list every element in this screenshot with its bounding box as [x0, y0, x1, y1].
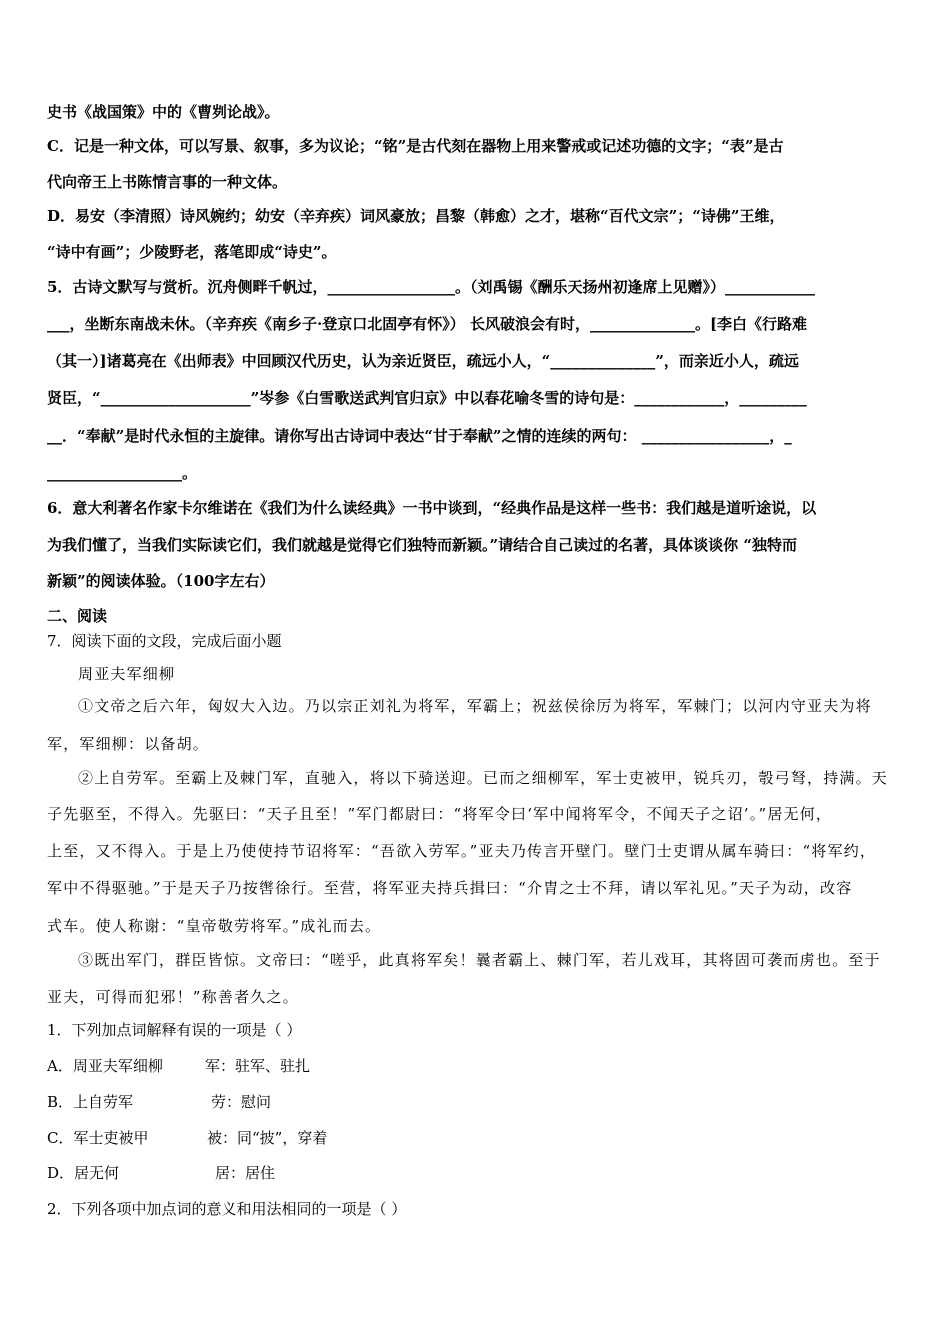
question4-option-c-line2: 代向帝王上书陈情言事的一种文体。	[47, 173, 288, 191]
passage-para2-line1: ②上自劳军。至霸上及棘门军，直驰入，将以下骑送迎。已而之细柳军，军士吏被甲，锐兵刃，彀弓弩，持满。天	[78, 769, 889, 787]
passage-para3-line1: ③既出军门，群臣皆惊。文帝曰：“嗟乎，此真将军矣！曩者霸上、棘门军，若儿戏耳，其将固可袭而虏也。至于	[78, 951, 881, 969]
question4-option-d-line2: “诗中有画”；少陵野老，落笔即成“诗史”。	[47, 243, 337, 261]
passage-para1-line1: ①文帝之后六年，匈奴大入边。乃以宗正刘礼为将军，军霸上；祝兹侯徐厉为将军，军棘门；以河内守亚夫为将	[78, 697, 872, 715]
question6-line3: 新颖”的阅读体验。（100字左右）	[47, 572, 275, 590]
subquestion1-option-a	[47, 1055, 905, 1077]
question4-option-b-tail: 史书《战国策》中的《曹刿论战》。	[47, 103, 280, 121]
question7-intro: 7．阅读下面的文段，完成后面小题	[47, 632, 282, 650]
option-d-definition: 居：居住	[215, 1164, 276, 1182]
subquestion2-stem: 2．下列各项中加点词的意义和用法相同的一项是（ ）	[47, 1200, 407, 1218]
question5-line3: （其一）]诸葛亮在《出师表》中回顾汉代历史，认为亲近贤臣，疏远小人，“______________”，而亲近小人，疏远	[47, 352, 799, 370]
passage-para3-line2: 亚夫，可得而犯邪！”称善者久之。	[47, 988, 299, 1006]
subquestion1-stem: 1．下列加点词解释有误的一项是（ ）	[47, 1021, 302, 1039]
question5-line2: ___，坐断东南战未休。（辛弃疾《南乡子·登京口北固亭有怀》） 长风破浪会有时，______________。[李白《行路难	[47, 315, 808, 333]
subquestion1-option-b	[47, 1091, 905, 1113]
question6-line1: 6．意大利著名作家卡尔维诺在《我们为什么读经典》一书中谈到，“经典作品是这样一些书：我们越是道听途说，以	[47, 499, 817, 517]
question4-option-d-line1: D．易安（李清照）诗风婉约；幼安（辛弃疾）词风豪放；昌黎（韩愈）之才，堪称“百代文宗”；“诗佛”王维，	[47, 207, 785, 225]
option-c-definition: 被：同“披”，穿着	[207, 1129, 328, 1147]
passage-title: 周亚夫军细柳	[78, 665, 176, 683]
section-heading-reading: 二、阅读	[47, 607, 108, 625]
option-a-label: A．周亚夫军细柳	[47, 1057, 163, 1075]
subquestion1-option-c	[47, 1127, 905, 1149]
passage-para2-line2: 子先驱至，不得入。先驱曰：“天子且至！”军门都尉曰：“将军令曰‘军中闻将军令，不闻天子之诏’。”居无何，	[47, 805, 833, 823]
question5-line4: 贤臣，“____________________”岑参《白雪歌送武判官归京》中以春花喻冬雪的诗句是：____________，_________	[47, 389, 807, 407]
option-b-label: B．上自劳军	[47, 1093, 134, 1111]
passage-para2-line5: 式车。使人称谢：“皇帝敬劳将军。”成礼而去。	[47, 917, 382, 935]
subquestion1-option-d	[47, 1162, 905, 1184]
question4-option-c-line1: C．记是一种文体，可以写景、叙事，多为议论；“铭”是古代刻在器物上用来警戒或记述功德的文字；“表”是古	[47, 137, 784, 155]
option-a-definition: 军：驻军、驻扎	[205, 1057, 311, 1075]
passage-para2-line3: 上至，又不得入。于是上乃使使持节诏将军：“吾欲入劳军。”亚夫乃传言开壁门。壁门士吏谓从属车骑曰：“将军约，	[47, 842, 877, 860]
question6-line2: 为我们懂了，当我们实际读它们，我们就越是觉得它们独特而新颖。”请结合自己读过的名著，具体谈谈你 “独特而	[47, 536, 797, 554]
passage-para2-line4: 军中不得驱驰。”于是天子乃按辔徐行。至营，将军亚夫持兵揖曰：“介胄之士不拜，请以军礼见。”天子为动，改容	[47, 879, 853, 897]
option-c-label: C．军士吏被甲	[47, 1129, 149, 1147]
question5-line1: 5．古诗文默写与赏析。沉舟侧畔千帆过，_________________。（刘禹锡《酬乐天扬州初逢席上见赠》）____________	[47, 278, 815, 296]
option-d-label: D．居无何	[47, 1164, 120, 1182]
question5-line6: __________________。	[47, 464, 198, 482]
passage-para1-line2: 军，军细柳：以备胡。	[47, 735, 210, 753]
option-b-definition: 劳：慰问	[211, 1093, 272, 1111]
question5-line5: __．“奉献”是时代永恒的主旋律。请你写出古诗词中表达“甘于奉献”之情的连续的两句： _________________，_	[47, 427, 792, 445]
